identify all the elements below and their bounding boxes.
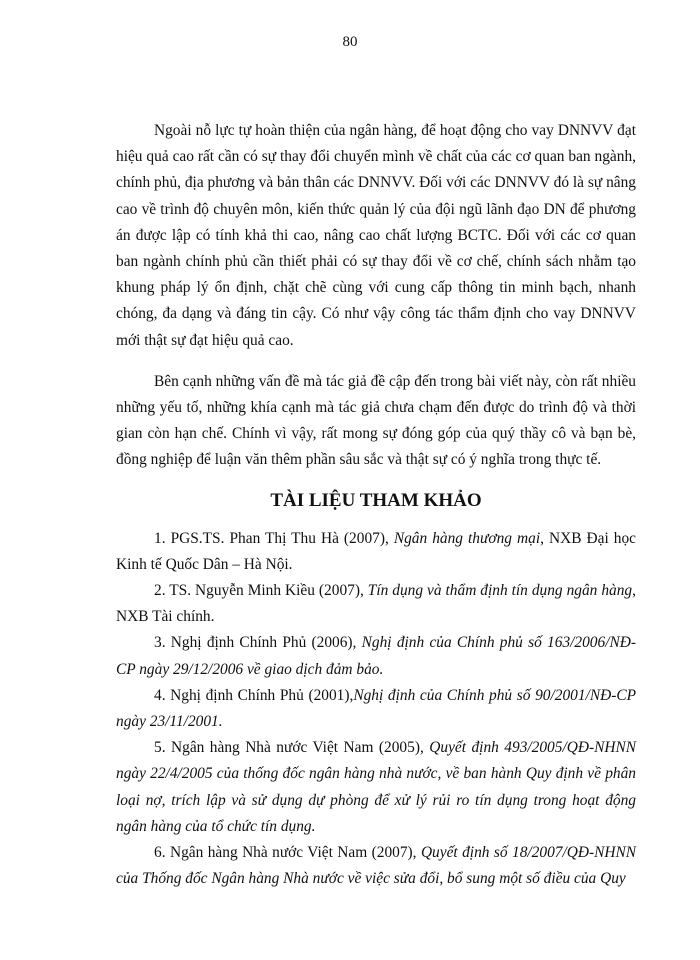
references-heading: TÀI LIỆU THAM KHẢO — [270, 489, 482, 511]
reference-author: 4. Nghị định Chính Phủ (2001), — [154, 686, 354, 704]
reference-title: Quyết định số 18/2007/QĐ-NHNN của Thống đốc Ngân hàng Nhà nước về việc sửa đổi, bổ sung một số điều của Quy — [116, 844, 636, 888]
reference-title: Tín dụng và thẩm định tín dụng ngân hàng — [367, 582, 633, 600]
reference-author: 3. Nghị định Chính Phủ (2006) — [154, 634, 353, 652]
reference-author: 5. Ngân hàng Nhà nước Việt Nam (2005), — [154, 739, 430, 757]
body-paragraph: Bên cạnh những vấn đề mà tác giả đề cập đến trong bài viết này, còn rất nhiều những yếu tố, những khía cạnh mà tác giả chưa chạm đến được do trình độ và thời gian còn hạn chế. Chính vì vậy, rất mong sự đóng góp của quý thầy cô và bạn bè, đồng nghiệp để luận văn thêm phần sâu sắc và thật sự có ý nghĩa trong thực tế. — [116, 372, 636, 469]
reference-item — [116, 840, 636, 892]
reference-author: 2. TS. Nguyễn Minh Kiều (2007), — [154, 582, 368, 600]
page-number: 80 — [342, 34, 358, 50]
reference-item — [116, 735, 636, 840]
reference-item — [116, 526, 636, 578]
reference-item — [116, 683, 636, 735]
reference-publisher: , NXB Tài chính. — [116, 582, 636, 626]
reference-item — [116, 578, 636, 630]
body-paragraph: Ngoài nỗ lực tự hoàn thiện của ngân hàng, để hoạt động cho vay DNNVV đạt hiệu quả cao rất cần có sự thay đổi chuyển mình về chất của các cơ quan ban ngành, chính phủ, địa phương và bản thân các DNNVV. Đối với các DNNVV đó là sự nâng cao về trình độ chuyên môn, kiến thức quản lý của đội ngũ lãnh đạo DN để phương án được lập có tính khả thi cao, nâng cao chất lượng BCTC. Đối với các cơ quan ban ngành chính phủ cần thiết phải có sự thay đổi về cơ chế, chính sách nhằm tạo khung pháp lý ổn định, chặt chẽ cùng với cung cấp thông tin minh bạch, nhanh chóng, đa dạng và đáng tin cậy. Có như vậy công tác thẩm định cho vay DNNVV mới thật sự đạt hiệu quả cao. — [116, 122, 636, 349]
reference-item — [116, 630, 636, 682]
reference-title: Ngân hàng thương mại — [393, 529, 541, 547]
reference-title: Quyết định 493/2005/QĐ-NHNN ngày 22/4/2005 của thống đốc ngân hàng nhà nước, về ban hành Quy định về phân loại nợ, trích lập và sử dụng dự phòng để xử lý rủi ro tín dụng trong hoạt động ngân hàng của tổ chức tín dụng. — [116, 739, 636, 835]
reference-author: 1. PGS.TS. Phan Thị Thu Hà (2007), — [154, 529, 394, 547]
reference-publisher: , NXB Đại học Kinh tế Quốc Dân – Hà Nội. — [116, 529, 636, 573]
page-body — [116, 118, 636, 892]
reference-author: 6. Ngân hàng Nhà nước Việt Nam (2007), — [154, 844, 421, 862]
reference-title: Nghị định của Chính phủ số 90/2001/NĐ-CP ngày 23/11/2001. — [116, 686, 636, 731]
reference-title: , Nghị định của Chính phủ số 163/2006/NĐ-CP ngày 29/12/2006 về giao dịch đảm bảo. — [116, 634, 636, 678]
reference-list — [116, 526, 636, 893]
